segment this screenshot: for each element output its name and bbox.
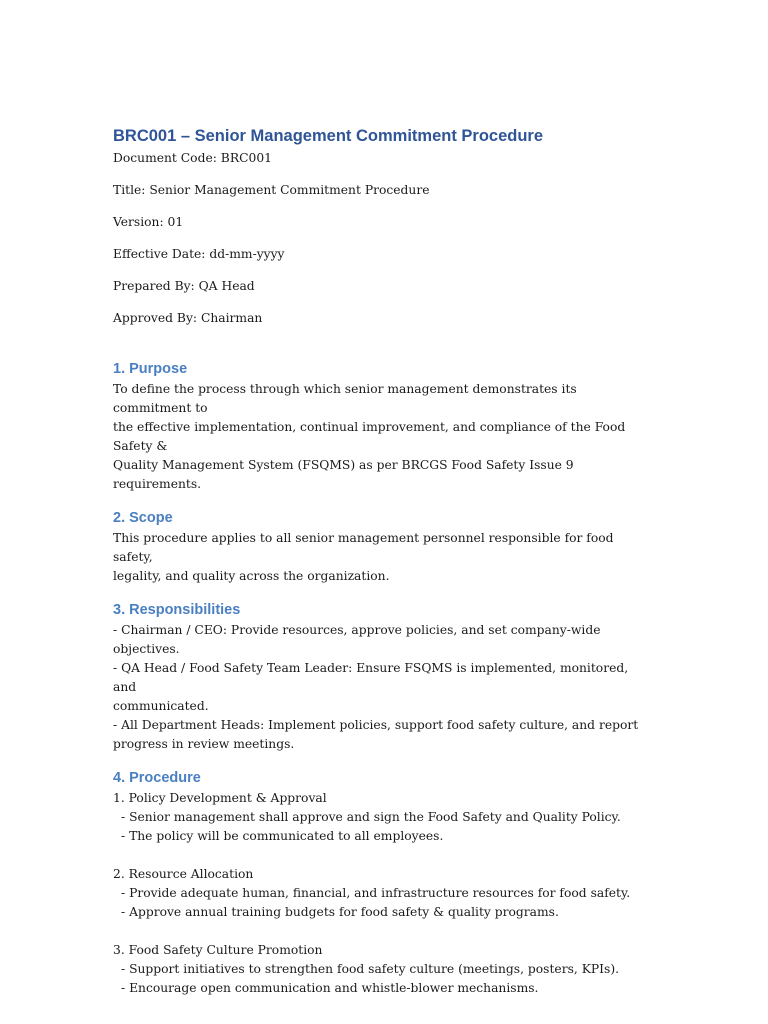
blank-line [113, 846, 653, 865]
procedure-step-item: - Senior management shall approve and sign the Food Safety and Quality Policy. [121, 810, 621, 824]
procedure-step-item: - Encourage open communication and whistle-blower mechanisms. [121, 981, 539, 995]
section-heading-scope: 2. Scope [113, 510, 173, 526]
document-page [113, 124, 653, 998]
section-heading-responsibilities: 3. Responsibilities [113, 602, 241, 618]
procedure-step-title: 1. Policy Development & Approval [113, 791, 327, 805]
document-meta [113, 149, 653, 328]
procedure-step-item: - Support initiatives to strengthen food safety culture (meetings, posters, KPIs). [121, 962, 620, 976]
procedure-steps [113, 789, 653, 998]
purpose-line: the effective implementation, continual improvement, and compliance of the Food Safety & [113, 420, 626, 453]
responsibilities-text [113, 621, 653, 754]
purpose-text [113, 380, 653, 494]
section-heading-purpose: 1. Purpose [113, 361, 188, 377]
procedure-step-item: - Provide adequate human, financial, and infrastructure resources for food safety. [121, 886, 631, 900]
procedure-step-title: 2. Resource Allocation [113, 867, 254, 881]
section-heading-procedure: 4. Procedure [113, 770, 201, 786]
scope-line: legality, and quality across the organization. [113, 569, 390, 583]
responsibility-line: communicated. [113, 699, 209, 713]
responsibility-line: progress in review meetings. [113, 737, 295, 751]
blank-line [113, 922, 653, 941]
scope-line: This procedure applies to all senior management personnel responsible for food safety, [113, 531, 614, 564]
procedure-step-item: - The policy will be communicated to all employees. [121, 829, 444, 843]
procedure-step-title: 3. Food Safety Culture Promotion [113, 943, 323, 957]
responsibility-line: - QA Head / Food Safety Team Leader: Ensure FSQMS is implemented, monitored, and [113, 661, 629, 694]
meta-prepared-by: Prepared By: QA Head [113, 279, 255, 293]
meta-title: Title: Senior Management Commitment Procedure [113, 183, 430, 197]
purpose-line: Quality Management System (FSQMS) as per BRCGS Food Safety Issue 9 requirements. [113, 458, 574, 491]
meta-version: Version: 01 [113, 215, 184, 229]
meta-effective-date: Effective Date: dd-mm-yyyy [113, 247, 285, 261]
meta-approved-by: Approved By: Chairman [113, 311, 263, 325]
procedure-step-item: - Approve annual training budgets for food safety & quality programs. [121, 905, 559, 919]
responsibility-line: - Chairman / CEO: Provide resources, approve policies, and set company-wide objectives. [113, 623, 601, 656]
purpose-line: To define the process through which senior management demonstrates its commitment to [113, 382, 577, 415]
document-title: BRC001 – Senior Management Commitment Procedure [113, 127, 544, 145]
meta-document-code: Document Code: BRC001 [113, 151, 272, 165]
scope-text [113, 529, 653, 586]
responsibility-line: - All Department Heads: Implement policies, support food safety culture, and report [113, 718, 639, 732]
